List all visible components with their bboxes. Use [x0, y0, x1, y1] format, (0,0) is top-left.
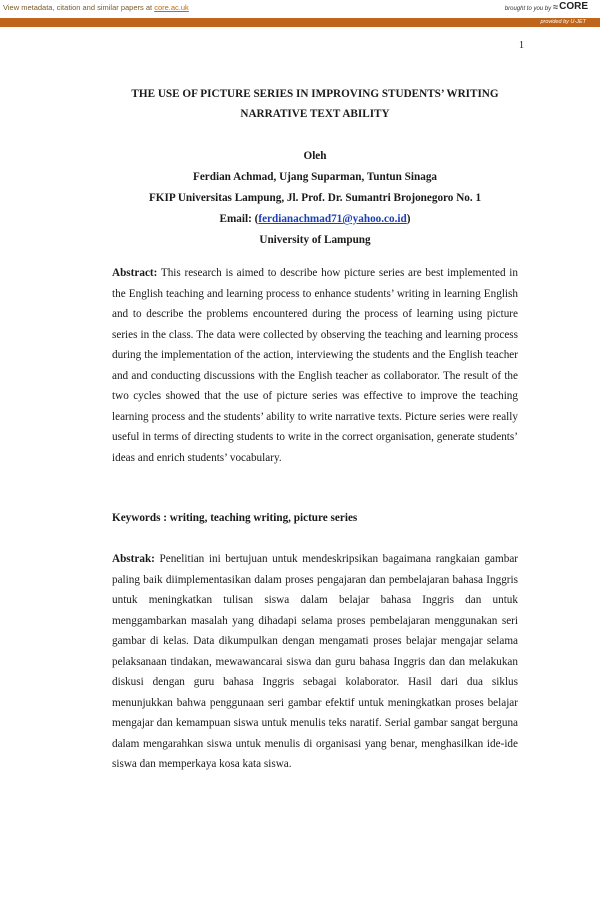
- page-number: 1: [519, 40, 524, 51]
- brought-by-text: brought to you by: [504, 6, 552, 12]
- core-orange-strip: [0, 18, 600, 27]
- core-banner: [0, 0, 600, 18]
- email-link[interactable]: ferdianachmad71@yahoo.co.id: [258, 213, 407, 225]
- core-brought-by: [505, 1, 588, 12]
- abstract-label: Abstract:: [112, 267, 158, 279]
- abstrak: [112, 549, 518, 775]
- authors: Ferdian Achmad, Ujang Suparman, Tuntun Sinaga: [192, 171, 438, 183]
- core-logo[interactable]: [553, 1, 588, 12]
- email-line: [100, 209, 530, 230]
- oleh-label: Oleh: [303, 150, 327, 162]
- email-close: ): [406, 213, 411, 225]
- keywords: Keywords : writing, teaching writing, picture series: [112, 512, 358, 524]
- core-logo-icon: ≈: [553, 1, 559, 12]
- title-line: THE USE OF PICTURE SERIES IN IMPROVING STUDENTS’ WRITING: [131, 88, 499, 100]
- abstract: [112, 263, 518, 468]
- core-metadata-text: View metadata, citation and similar papers at: [3, 3, 153, 12]
- author-block: [100, 146, 530, 251]
- core-link[interactable]: core.ac.uk: [154, 3, 189, 12]
- abstrak-text: Penelitian ini bertujuan untuk mendeskripsikan bagaimana rangkaian gambar paling baik diimplementasikan dalam proses pengajaran dan pembelajaran bahasa Inggris untuk meningkatkan tulisan siswa dalam belajar bahasa Inggris dan untuk menggambarkan masalah yang dihadapi selama proses pembelajaran menggunakan seri gambar di kelas. Data dikumpulkan dengan mengamati proses belajar mengajar selama pelaksanaan tindakan, mewawancarai siswa dan guru bahasa Inggris dan dan melakukan diskusi dengan guru bahasa Inggris sebagai kolaborator. Hasil dari dua siklus menunjukkan bahwa penggunaan seri gambar efektif untuk meningkatkan proses belajar mengajar dan kemampuan siswa untuk menulis teks naratif. Serial gambar sangat berguna dalam mengarahkan siswa untuk menulis di organisasi yang benar, menghasilkan ide-ide siswa dan memperkaya kosa kata siswa.: [112, 553, 519, 770]
- university: University of Lampung: [259, 234, 371, 246]
- abstract-text: This research is aimed to describe how picture series are best implemented in the English teaching and learning process to enhance students’ writing in learning English and to describe the problems encountered during the process of learning using picture series in the class. The data were collected by observing the teaching and learning process during the implementation of the action, interviewing the students and the English teacher and and conducting discussions with the English teacher as collaborator. The result of the two cycles showed that the use of picture series was effective to improve the teaching learning process and the students’ ability to write narrative texts. Picture series were really useful in terms of directing students to write in the correct organisation, generate students’ ideas and enrich students’ vocabulary.: [112, 267, 518, 464]
- core-metadata-notice: [3, 3, 189, 12]
- core-logo-text: CORE: [559, 1, 588, 12]
- title-line: NARRATIVE TEXT ABILITY: [240, 108, 390, 120]
- email-label: Email: (: [219, 213, 259, 225]
- paper-title: [100, 84, 530, 124]
- provided-by: provided by U-JET: [540, 19, 586, 25]
- abstrak-label: Abstrak:: [112, 553, 155, 565]
- affiliation: FKIP Universitas Lampung, Jl. Prof. Dr. Sumantri Brojonegoro No. 1: [148, 192, 482, 204]
